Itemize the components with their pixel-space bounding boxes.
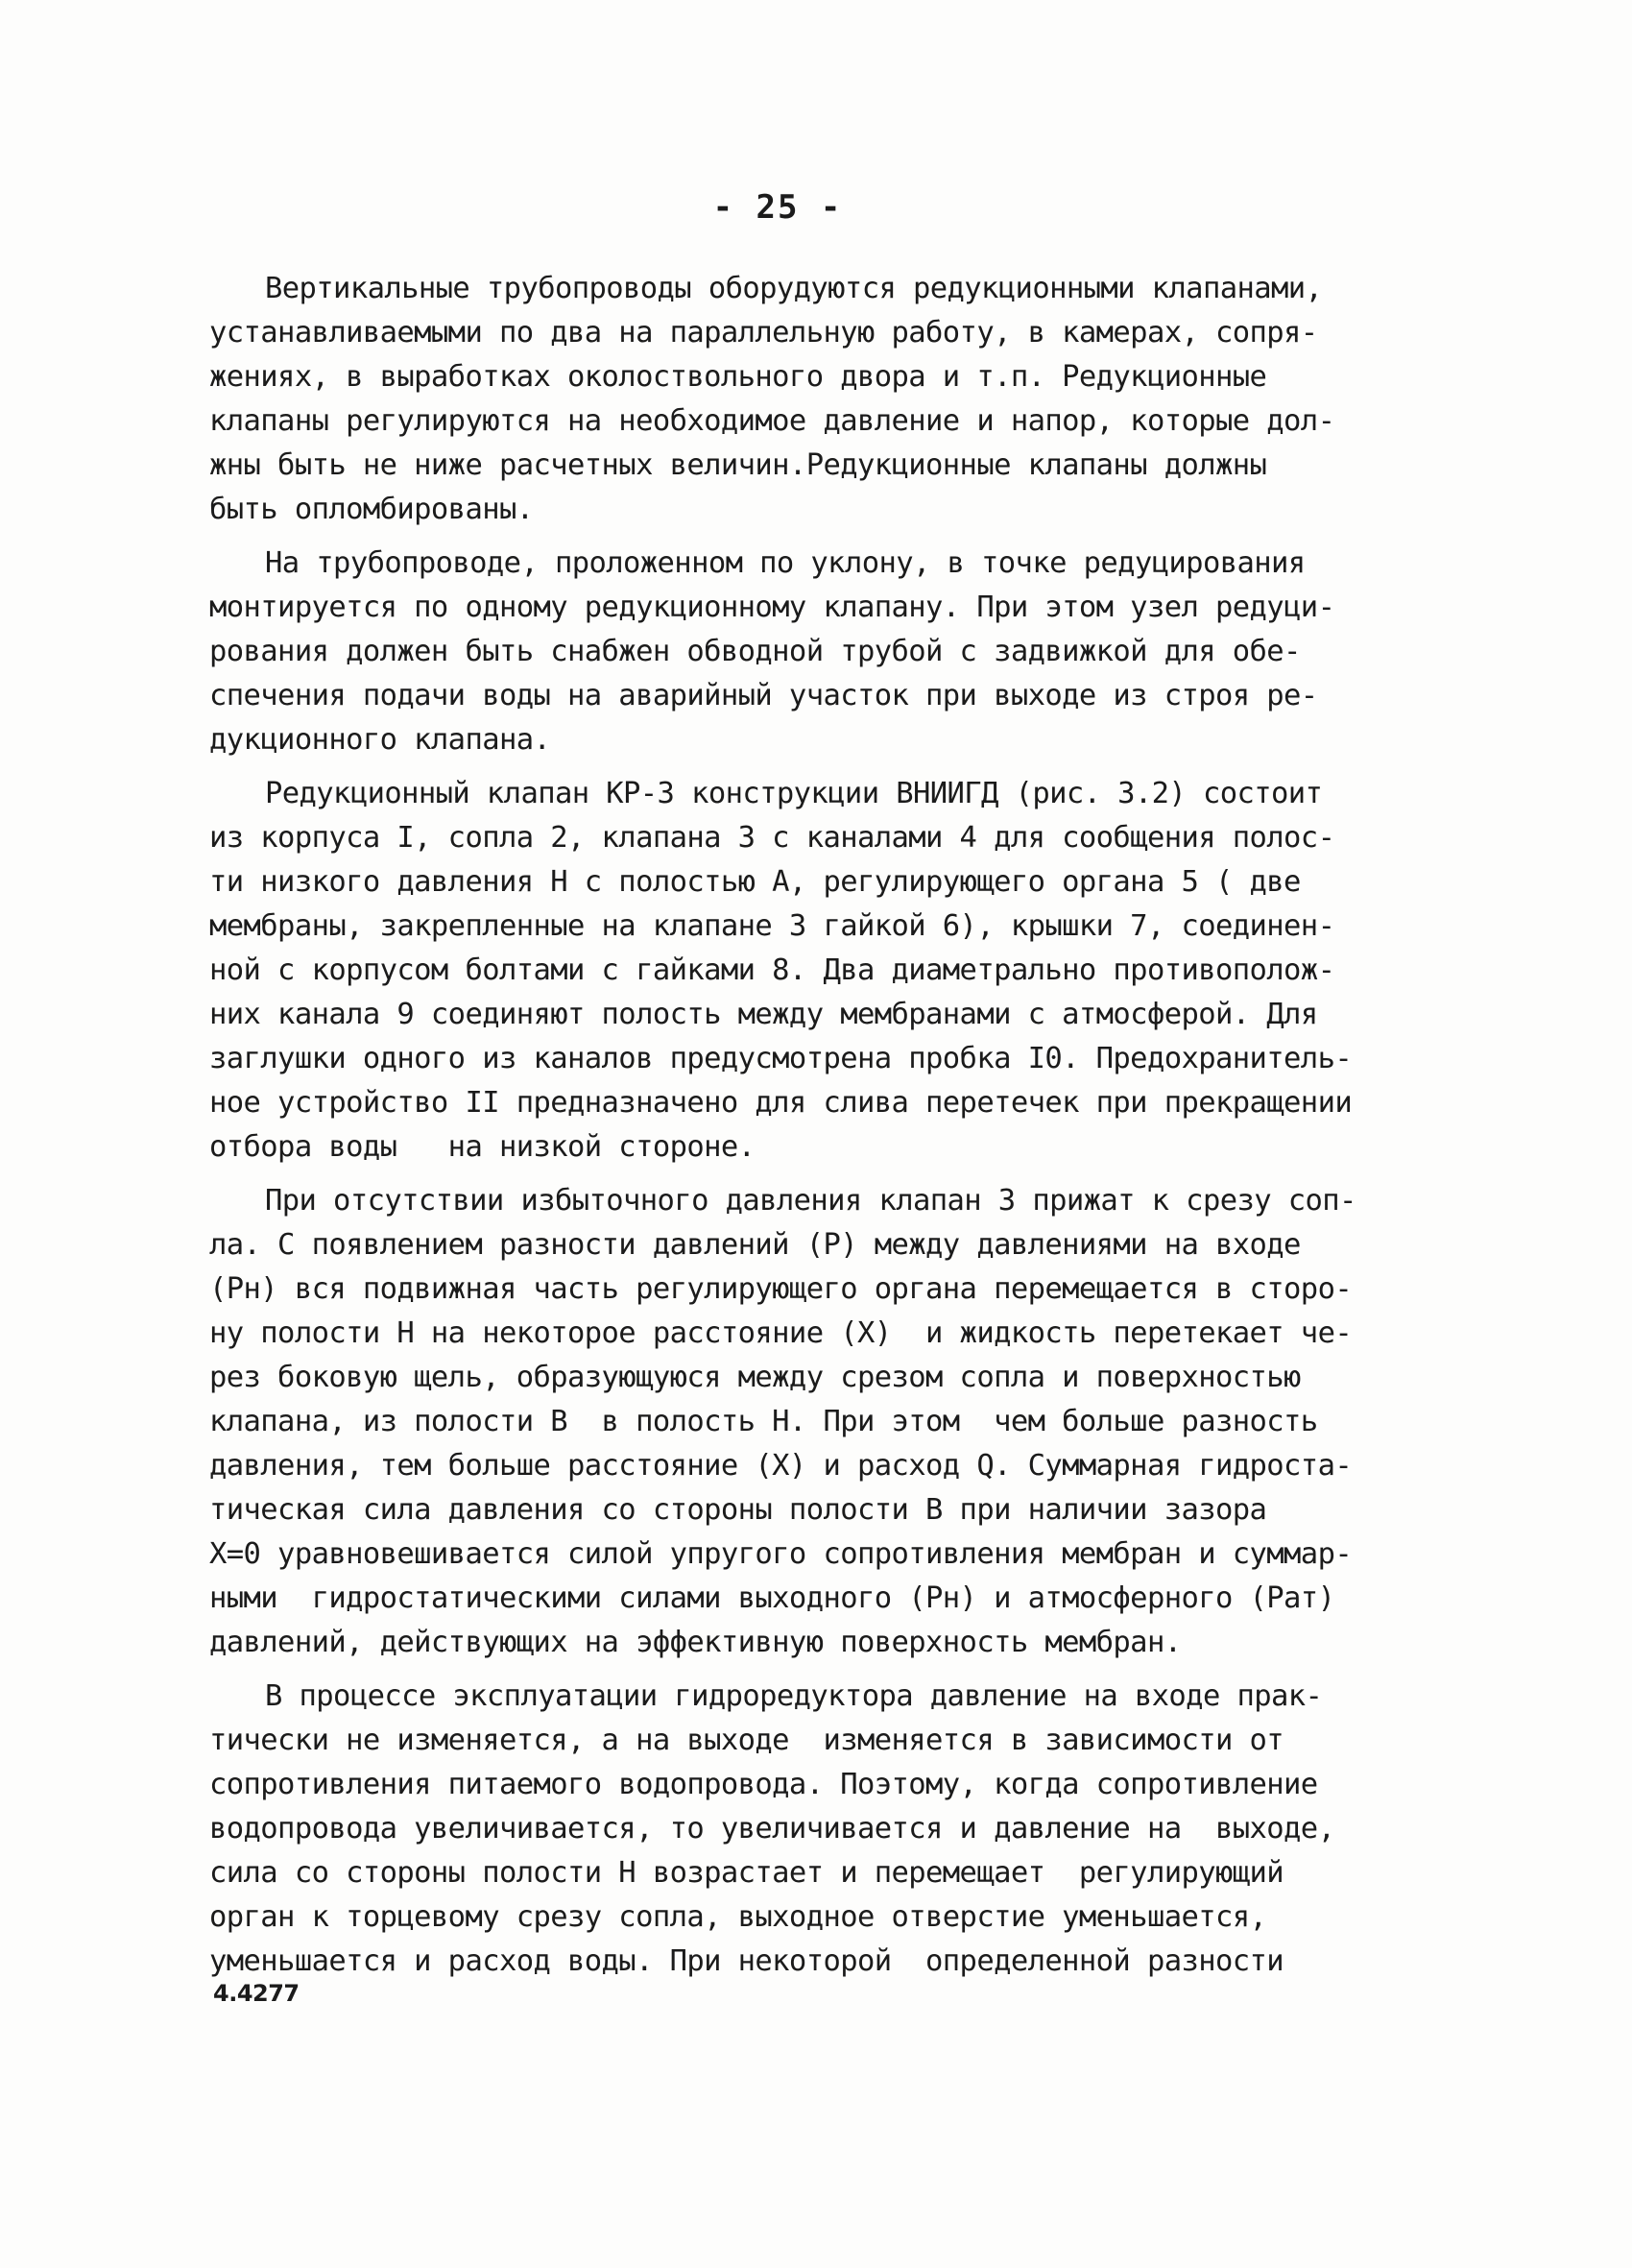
- paragraph-1-line-1: Вертикальные трубопроводы оборудуются редукционными клапанами,: [265, 272, 1323, 305]
- paragraph-3-line-2: из корпуса I, сопла 2, клапана 3 с каналами 4 для сообщения полос-: [209, 821, 1335, 855]
- paragraph-4-line-5: рез боковую щель, образующуюся между срезом сопла и поверхностью: [209, 1361, 1301, 1394]
- page-number: - 25 -: [712, 188, 843, 227]
- paragraph-3-line-8: ное устройство II предназначено для слива перетечек при прекращении: [209, 1086, 1353, 1120]
- paragraph-5-line-2: тически не изменяется, а на выходе изменяется в зависимости от: [209, 1724, 1284, 1757]
- paragraph-3-line-4: мембраны, закрепленные на клапане 3 гайкой 6), крышки 7, соединен-: [209, 909, 1335, 943]
- paragraph-4-line-9: X=0 уравновешивается силой упругого сопротивления мембран и суммар-: [209, 1537, 1353, 1571]
- paragraph-4-line-8: тическая сила давления со стороны полости В при наличии зазора: [209, 1493, 1267, 1527]
- paragraph-3-line-5: ной с корпусом болтами с гайками 8. Два диаметрально противополож-: [209, 953, 1335, 987]
- paragraph-5-line-7: уменьшается и расход воды. При некоторой определенной разности: [209, 1944, 1284, 1978]
- paragraph-3-line-6: них канала 9 соединяют полость между мембранами с атмосферой. Для: [209, 998, 1318, 1031]
- paragraph-3-line-1: Редукционный клапан КР-3 конструкции ВНИИГД (рис. 3.2) состоит: [265, 777, 1323, 810]
- body-text: [209, 267, 1421, 1984]
- paragraph-4-line-11: давлений, действующих на эффективную поверхность мембран.: [209, 1626, 1182, 1659]
- paragraph-4-line-3: (Pн) вся подвижная часть регулирующего органа перемещается в сторо-: [209, 1272, 1353, 1306]
- footer-code: 4.4277: [213, 1980, 300, 2007]
- paragraph-4-line-6: клапана, из полости В в полость H. При этом чем больше разность: [209, 1405, 1318, 1438]
- paragraph-4-line-10: ными гидростатическими силами выходного (Pн) и атмосферного (Pат): [209, 1581, 1335, 1615]
- paragraph-1-line-2: устанавливаемыми по два на параллельную работу, в камерах, сопря-: [209, 316, 1318, 350]
- paragraph-5-line-4: водопровода увеличивается, то увеличивается и давление на выходе,: [209, 1812, 1335, 1846]
- paragraph-1-line-5: жны быть не ниже расчетных величин.Редукционные клапаны должны: [209, 448, 1267, 482]
- paragraph-3-line-9: отбора воды на низкой стороне.: [209, 1130, 756, 1164]
- paragraph-1-line-6: быть опломбированы.: [209, 493, 534, 526]
- paragraph-2-line-3: рования должен быть снабжен обводной трубой с задвижкой для обе-: [209, 635, 1301, 668]
- paragraph-5-line-3: сопротивления питаемого водопровода. Поэтому, когда сопротивление: [209, 1768, 1318, 1801]
- paragraph-2-line-1: На трубопроводе, проложенном по уклону, в точке редуцирования: [265, 546, 1306, 580]
- paragraph-5-line-6: орган к торцевому срезу сопла, выходное отверстие уменьшается,: [209, 1900, 1267, 1934]
- paragraph-4-line-1: При отсутствии избыточного давления клапан 3 прижат к срезу соп-: [265, 1184, 1356, 1218]
- paragraph-1-line-4: клапаны регулируются на необходимое давление и напор, которые дол-: [209, 404, 1335, 438]
- paragraph-5-line-1: В процессе эксплуатации гидроредуктора давление на входе прак-: [265, 1679, 1323, 1713]
- paragraph-4-line-2: ла. С появлением разности давлений (P) между давлениями на входе: [209, 1228, 1301, 1262]
- paragraph-5-line-5: сила со стороны полости Н возрастает и перемещает регулирующий: [209, 1856, 1284, 1890]
- paragraph-1-line-3: жениях, в выработках околоствольного двора и т.п. Редукционные: [209, 360, 1267, 394]
- paragraph-3-line-7: заглушки одного из каналов предусмотрена пробка I0. Предохранитель-: [209, 1042, 1353, 1075]
- paragraph-2-line-4: спечения подачи воды на аварийный участок при выходе из строя ре-: [209, 679, 1318, 712]
- paragraph-2-line-5: дукционного клапана.: [209, 723, 551, 757]
- paragraph-4-line-7: давления, тем больше расстояние (X) и расход Q. Суммарная гидроста-: [209, 1449, 1353, 1483]
- paragraph-3-line-3: ти низкого давления Н с полостью А, регулирующего органа 5 ( две: [209, 865, 1301, 899]
- paragraph-4-line-4: ну полости H на некоторое расстояние (X) и жидкость перетекает че-: [209, 1316, 1353, 1350]
- paragraph-2-line-2: монтируется по одному редукционному клапану. При этом узел редуци-: [209, 591, 1335, 624]
